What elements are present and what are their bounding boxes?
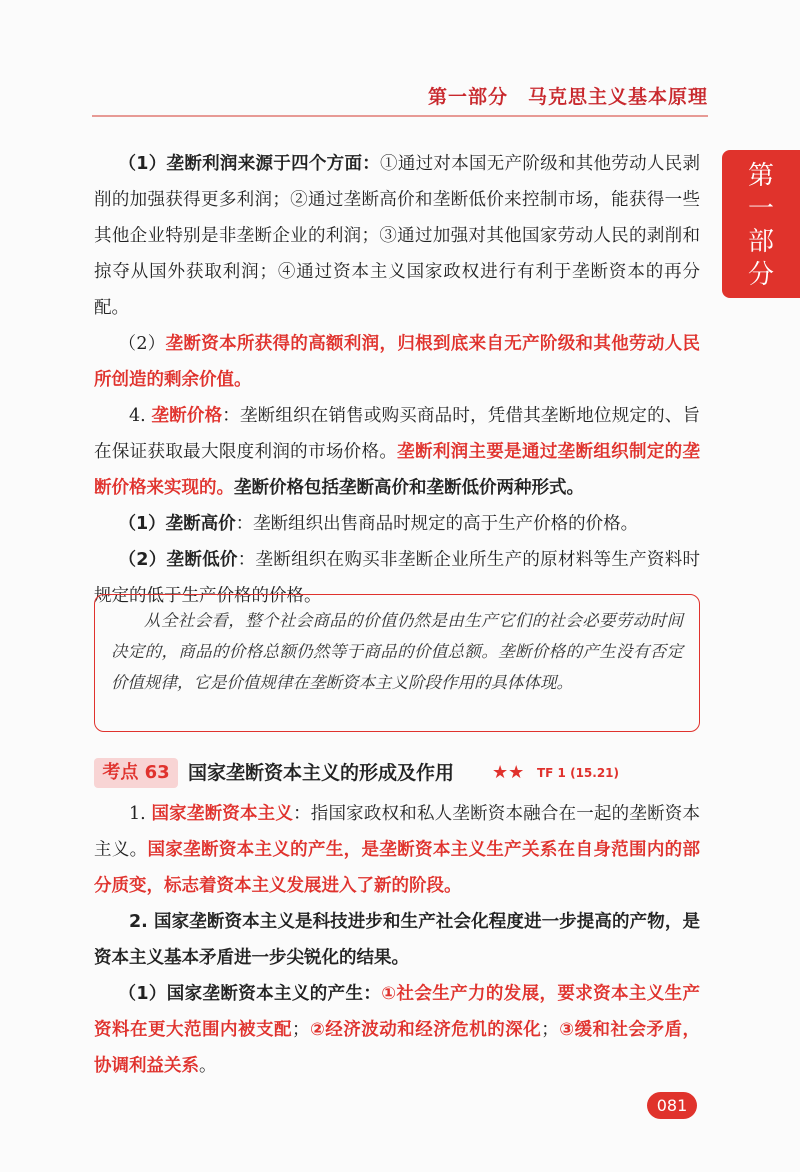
side-tab-label: 第一部分 [747,161,774,290]
text-high-price: ：垄断组织出售商品时规定的高于生产价格的价格。 [235,514,639,534]
kaodian-title: 国家垄断资本主义的形成及作用 [188,762,455,784]
text-state-monopoly-def: ：指国家政权和私人垄断资本融合在一起的垄断资本主义。 [94,804,700,860]
page-number: 081 [647,1092,697,1119]
paragraph-high-price [94,506,700,542]
highlight-state-monopoly: 国家垄断资本主义的产生，是垄断资本主义生产关系在自身范围内的部分质变，标志着资本主义发展进入了新的阶段。 [94,840,700,896]
term-monopoly-price: 垄断价格 [151,406,223,426]
bold-price-forms: 垄断价格包括垄断高价和垄断低价两种形式。 [234,478,584,498]
text-low-price: ：垄断组织在购买非垄断企业所生产的原材料等生产资料时规定的低于生产价格的价格。 [94,550,700,606]
highlight-profit-origin: 垄断资本所获得的高额利润，归根到底来自无产阶级和其他劳动人民所创造的剩余价值。 [94,334,700,390]
paragraph-profit-origin [94,326,700,398]
highlight-origin-2: ②经济波动和经济危机的深化 [309,1020,542,1040]
paragraph-state-monopoly-cause [94,904,700,976]
separator: ； [541,1020,559,1040]
header-divider [92,115,708,117]
paragraph-monopoly-price [94,398,700,506]
section-state-monopoly [94,796,700,1084]
item-number: 4. [129,406,146,426]
kaodian-frequency: TF 1 (15.21) [537,766,620,780]
highlight-origin-1: ①社会生产力的发展，要求资本主义生产资料在更大范围内被支配 [94,984,700,1040]
star-icon: ★★ [492,762,525,783]
paragraph-state-monopoly-def [94,796,700,904]
part-side-tab [722,150,800,298]
page-header-title: 第一部分 马克思主义基本原理 [427,86,708,108]
term-low-price: （2）垄断低价 [118,550,238,570]
text-monopoly-price-def: ：垄断组织在销售或购买商品时，凭借其垄断地位规定的、旨在保证获取最大限度利润的市场价格。 [94,406,700,462]
section-monopoly-profit [94,146,700,614]
separator: 。 [199,1056,217,1076]
note-box [94,594,700,732]
item-number: 1. [129,804,146,824]
highlight-monopoly-price: 垄断利润主要是通过垄断组织制定的垄断价格来实现的。 [94,442,701,498]
bold-state-monopoly-cause: 2. 国家垄断资本主义是科技进步和生产社会化程度进一步提高的产物，是资本主义基本矛盾进一步尖锐化的结果。 [94,912,700,968]
highlight-origin-3: ③缓和社会矛盾，协调利益关系 [94,1020,700,1076]
term-high-price: （1）垄断高价 [118,514,236,534]
heading-profit-sources: （1）垄断利润来源于四个方面： [118,154,381,174]
separator: ； [291,1020,310,1040]
paragraph-state-monopoly-origin [94,976,700,1084]
term-state-monopoly: 国家垄断资本主义 [151,804,294,824]
heading-state-monopoly-origin: （1）国家垄断资本主义的产生： [118,984,382,1004]
note-text: 从全社会看，整个社会商品的价值仍然是由生产它们的社会必要劳动时间决定的，商品的价格总额仍然等于商品的价值总额。垄断价格的产生没有否定价值规律，它是价值规律在垄断资本主义阶段作用的具体体现。 [111,611,683,692]
paragraph-profit-sources [94,146,700,326]
item-number: （2） [118,334,166,354]
kaodian-badge: 考点 63 [94,758,178,788]
text-profit-sources: ①通过对本国无产阶级和其他劳动人民剥削的加强获得更多利润；②通过垄断高价和垄断低价来控制市场，能获得一些其他企业特别是非垄断企业的利润；③通过加强对其他国家劳动人民的剥削和掠夺从国外获取利润；④通过资本主义国家政权进行有利于垄断资本的再分配。 [94,154,700,318]
